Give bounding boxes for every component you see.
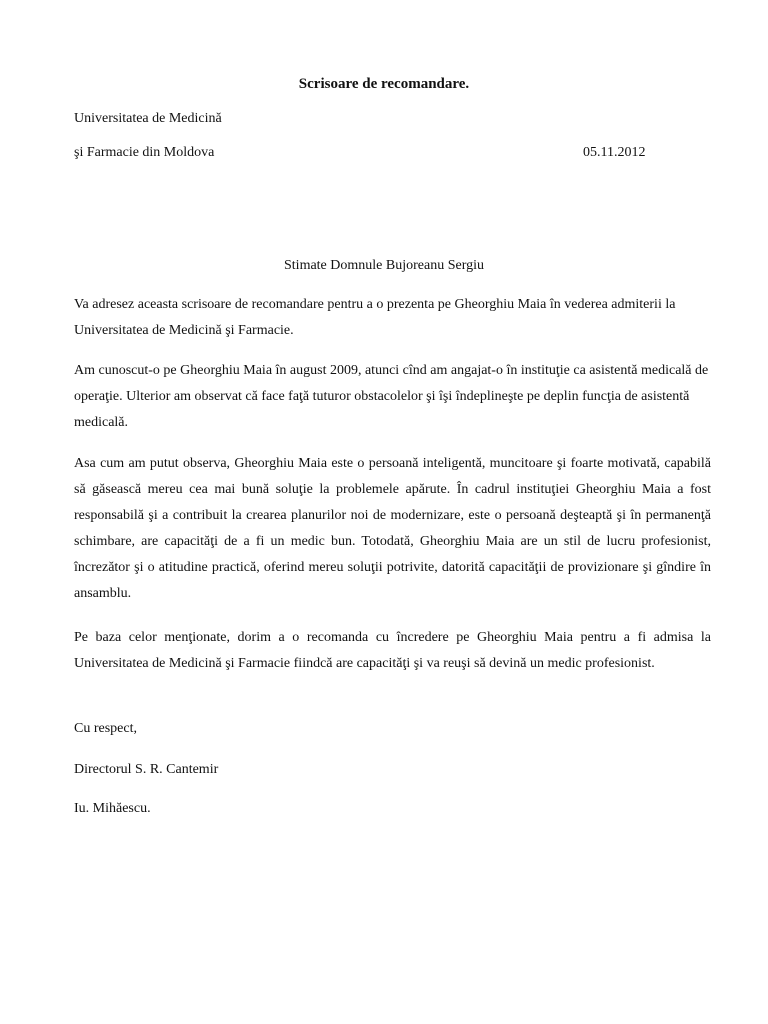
paragraph-introduction: Va adresez aceasta scrisoare de recomandare pentru a o prezenta pe Gheorghiu Maia în vederea admiterii la Universitatea de Medicină şi Farmacie.: [74, 297, 676, 338]
paragraph-recommendation: Pe baza celor menţionate, dorim a o recomanda cu încredere pe Gheorghiu Maia pentru a fi admisa la Universitatea de Medicină şi Farmacie fiindcă are capacităţi şi va reuşi să devină un medic profesionist.: [74, 630, 711, 671]
closing: Cu respect,: [74, 721, 137, 736]
paragraph-qualities: Asa cum am putut observa, Gheorghiu Maia este o persoană inteligentă, muncitoare şi foarte motivată, capabilă să găsească mereu cea mai bună soluţie la problemele apărute. În cadrul instituţiei Gheorghiu Maia a fost responsabilă şi a contribuit la crearea planurilor noi de modernizare, este o persoană deşteaptă şi în permanenţă schimbare, are capacităţi de a fi un medic bun. Totodată, Gheorghiu Maia are un stil de lucru profesionist, încrezător şi o atitudine practică, oferind mereu soluţii potrivite, datorită capacităţii de provizionare şi gîndire în ansamblu.: [74, 456, 711, 601]
salutation: Stimate Domnule Bujoreanu Sergiu: [284, 258, 484, 273]
paragraph-acquaintance: Am cunoscut-o pe Gheorghiu Maia în august 2009, atunci cînd am angajat-o în instituţie ca asistentă medicală de operaţie. Ulterior am observat că face faţă tuturor obstacolelor şi îşi îndeplineşte pe deplin funcţia de asistentă medicală.: [74, 363, 709, 430]
signatory-name: Iu. Mihăescu.: [74, 801, 151, 816]
signatory-title: Directorul S. R. Cantemir: [74, 762, 219, 777]
letter-date: 05.11.2012: [583, 145, 646, 160]
recipient-line-2: şi Farmacie din Moldova: [74, 145, 215, 160]
recipient-line-1: Universitatea de Medicină: [74, 111, 222, 126]
letter-title: Scrisoare de recomandare.: [298, 76, 470, 92]
